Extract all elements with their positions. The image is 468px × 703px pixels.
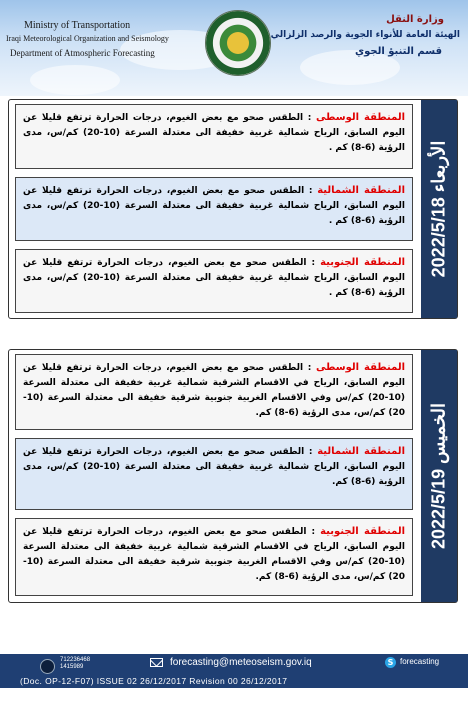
region-north — [15, 177, 413, 241]
region-name: المنطقة الشمالية — [317, 446, 405, 457]
region-name: المنطقة الوسطى — [315, 112, 405, 123]
email-link[interactable]: forecasting@meteoseism.gov.iq — [170, 657, 312, 668]
sun-emblem-icon — [227, 32, 249, 54]
phone-number: 1415989 — [60, 664, 84, 670]
social-handle[interactable]: forecasting — [400, 657, 440, 666]
region-forecast-text: : الطقس صحو مع بعض الغيوم، درجات الحرارة ترتفع قليلا عن اليوم السابق، الرياح في الاقسام الشرقية شمالية غربية خفيفة الى معتدلة السرعة (10-20) كم/س وفي الاقسام الغربية جنوبية شرقية خفيفة الى معتدلة السرعة (10-20) كم/س، مدى الرؤية (6-8) كم. — [23, 527, 405, 582]
ministry-name-en: Ministry of Transportation — [24, 20, 131, 31]
document-code: (Doc. OP-12-F07) ISSUE 02 26/12/2017 Revision 00 26/12/2017 — [20, 676, 288, 686]
region-name: المنطقة الجنوبية — [320, 257, 405, 268]
region-forecast-text: : الطقس صحو مع بعض الغيوم، درجات الحرارة ترتفع قليلا عن اليوم السابق، الرياح شمالية غربية خفيفة الى معتدلة السرعة (10-20) كم/س، مدى الرؤية (6-8) كم . — [23, 186, 405, 226]
region-north — [15, 438, 413, 510]
day-label-bar — [421, 100, 457, 318]
region-forecast-text: : الطقس صحو مع بعض الغيوم، درجات الحرارة ترتفع قليلا عن اليوم السابق، الرياح شمالية غربية خفيفة الى معتدلة السرعة (10-20) كم/س، مدى الرؤية (6-8) كم . — [23, 258, 405, 298]
region-south — [15, 518, 413, 596]
region-name: المنطقة الجنوبية — [320, 526, 405, 537]
skype-icon: S — [385, 657, 396, 668]
cloud-decoration — [30, 65, 120, 95]
region-forecast-text: : الطقس صحو مع بعض الغيوم، درجات الحرارة ترتفع قليلا عن اليوم السابق، الرياح شمالية غربية خفيفة الى معتدلة السرعة (10-20) كم/س، مدى الرؤية (6-8) كم . — [23, 113, 405, 153]
day-label: الخميس 2022/5/19 — [428, 403, 449, 549]
region-central — [15, 104, 413, 169]
region-name: المنطقة الشمالية — [317, 185, 405, 196]
envelope-icon — [150, 658, 163, 667]
region-name: المنطقة الوسطى — [315, 362, 405, 373]
header-banner — [0, 0, 468, 96]
footer-bar — [0, 654, 468, 688]
forecast-day-1 — [8, 99, 458, 319]
organization-name-en: Iraqi Meteorological Organization and Seismology — [6, 34, 169, 43]
organization-logo — [205, 10, 271, 76]
phone-number: 712236468 — [60, 657, 91, 663]
region-forecast-text: : الطقس صحو مع بعض الغيوم، درجات الحرارة ترتفع قليلا عن اليوم السابق، الرياح شمالية غربية خفيفة الى معتدلة السرعة (10-20) كم/س، مدى الرؤية (6-8) كم. — [23, 447, 405, 487]
department-name-ar: قسم التنبؤ الجوي — [354, 46, 442, 57]
phone-icon — [40, 659, 55, 674]
forecast-day-2 — [8, 349, 458, 603]
region-central — [15, 354, 413, 430]
day-label: الأربعاء 2022/5/18 — [428, 140, 449, 278]
region-south — [15, 249, 413, 313]
region-forecast-text: : الطقس صحو مع بعض الغيوم، درجات الحرارة ترتفع قليلا عن اليوم السابق، الرياح في الاقسام الشرقية شمالية غربية خفيفة الى معتدلة السرعة (10-20) كم/س وفي الاقسام الغربية جنوبية شرقية خفيفة الى معتدلة السرعة (10-20) كم/س، مدى الرؤية (6-8) كم. — [23, 363, 405, 418]
day-label-bar — [421, 350, 457, 602]
organization-name-ar: الهيئة العامة للأنواء الجوية والرصد الزلزالي — [270, 30, 460, 40]
department-name-en: Department of Atmospheric Forecasting — [10, 48, 155, 58]
ministry-name-ar: وزارة النقل — [386, 14, 444, 25]
